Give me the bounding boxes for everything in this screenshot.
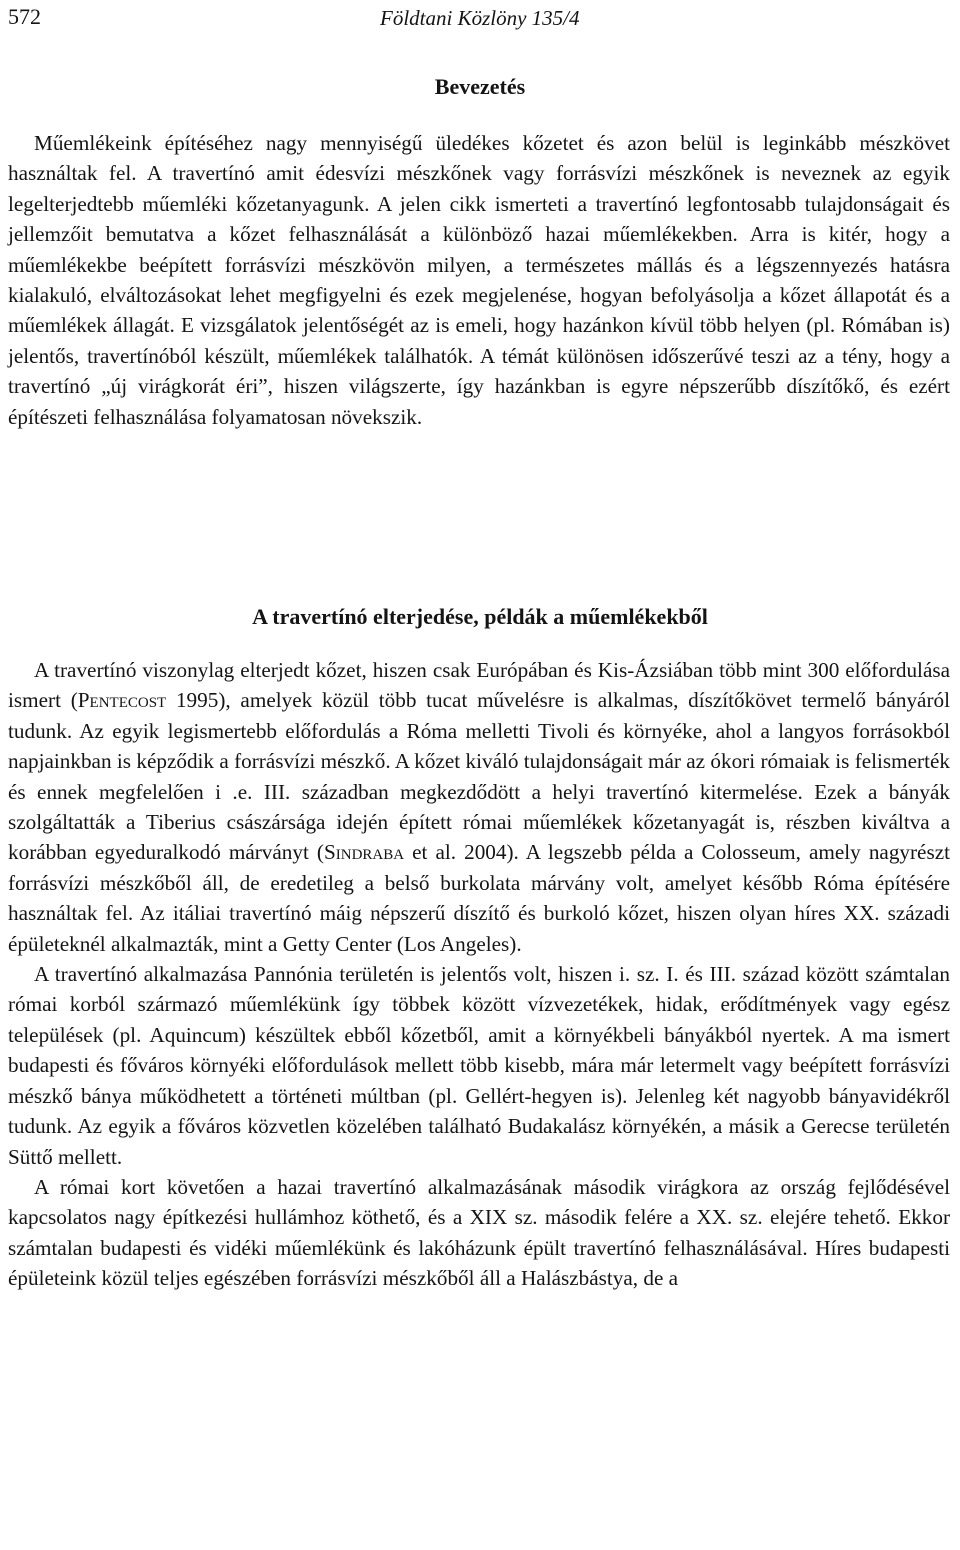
paragraph: A római kort követően a hazai travertínó alkalmazásának második virágkora az ország fejlődésével kapcsolatos nagy építkezési hullámhoz köthető, és a XIX sz. második felére a XX. sz. elejére tehető. Ekkor számtalan budapesti és vidéki műemlékünk és lakóházunk épült travertínó felhasználásával. Híres budapesti épületeink közül teljes egészében forrásvízi mészkőből áll a Halászbástya, de a bbox=[8, 1174, 950, 1291]
distribution-body bbox=[8, 655, 950, 1294]
page-number: 572 bbox=[8, 4, 41, 29]
text-run: 1995), amelyek közül több tucat művelésre is alkalmas, díszítőkövet termelő bányáról tudunk. Az egyik legismertebb előfordulás a Róma melletti Tivoli és környéke, ahol a langyos forrásokból napjainkban is képződik a forrásvízi mészkő. A kőzet kiváló tulajdonságait már az ókori rómaiak is felismerték és ennek megfelelően i .e. III. században megkezdődött a helyi travertínó kitermelése. Ezek a bányák szolgáltatták a Tiberius császársága idején épített római műemlékek kőzetanyagát is, részben kiváltva a korábban egyeduralkodó márványt ( bbox=[8, 688, 950, 865]
section-heading-introduction: Bevezetés bbox=[434, 74, 526, 99]
paragraph: Műemlékeink építéséhez nagy mennyiségű üledékes kőzetet és azon belül is leginkább mészkövet használtak fel. A travertínó amit édesvízi mészkőnek vagy forrásvízi mészkőnek is neveznek az egyik legelterjedtebb műemléki kőzetanyagunk. A jelen cikk ismerteti a travertínó legfontosabb tulajdonságait és jellemzőit bemutatva a kőzet felhasználását a különböző hazai műemlékekben. Arra is kitér, hogy a műemlékekbe beépített forrásvízi mészkövön milyen, a természetes mállás és a légszennyezés hatásra kialakuló, elváltozásokat lehet megfigyelni és ezek megjelenése, hogyan befolyásolja a kőzet állapotát és a műemlékek állagát. E vizsgálatok jelentőségét az is emeli, hogy hazánkon kívül több helyen (pl. Rómában is) jelentős, travertínóból készült, műemlékek találhatók. A témát különösen időszerűvé teszi az a tény, hogy a travertínó „új virágkorát éri”, hiszen világszerte, így hazánkban is egyre népszerűbb díszítőkő, és ezért építészeti felhasználása folyamatosan növekszik. bbox=[8, 131, 950, 429]
text-run: et al. 2004). A legszebb példa a Colosseum, amely nagyrészt forrásvízi mészkőből áll, de eredetileg a belső burkolata márvány volt, amelyet később Róma építésére használtak fel. Az itáliai travertínó máig népszerű díszítő és burkoló kőzet, hiszen olyan híres XX. századi épületeknél alkalmazták, mint a Getty Center (Los Angeles). bbox=[8, 840, 950, 956]
citation-author: Sindraba bbox=[323, 840, 405, 865]
text-run: A travertínó viszonylag elterjedt kőzet, hiszen csak Európában és Kis-Ázsiában több mint 300 előfordulása ismert ( bbox=[8, 658, 950, 713]
paragraph bbox=[8, 655, 950, 959]
introduction-body bbox=[8, 128, 950, 432]
section-heading-distribution: A travertínó elterjedése, példák a műemlékekből bbox=[252, 604, 708, 629]
journal-title: Földtani Közlöny 135/4 bbox=[380, 6, 580, 30]
paragraph: A travertínó alkalmazása Pannónia területén is jelentős volt, hiszen i. sz. I. és III. század között számtalan római korból származó műemlékünk így többek között vízvezetékek, hidak, erődítmények vagy egész települések (pl. Aquincum) készültek ebből kőzetből, amit a környékbeli bányákból nyertek. A ma ismert budapesti és főváros környéki előfordulások mellett több kisebb, mára már letermelt vagy beépített forrásvízi mészkő bánya működhetett a történeti múltban (pl. Gellért-hegyen is). Jelenleg két nagyobb bányavidékről tudunk. Az egyik a főváros közvetlen közelében található Budakalász környékén, a másik a Gerecse területén Süttő mellett. bbox=[8, 962, 950, 1169]
running-header bbox=[8, 4, 952, 34]
citation-author: Pentecost bbox=[77, 688, 167, 713]
